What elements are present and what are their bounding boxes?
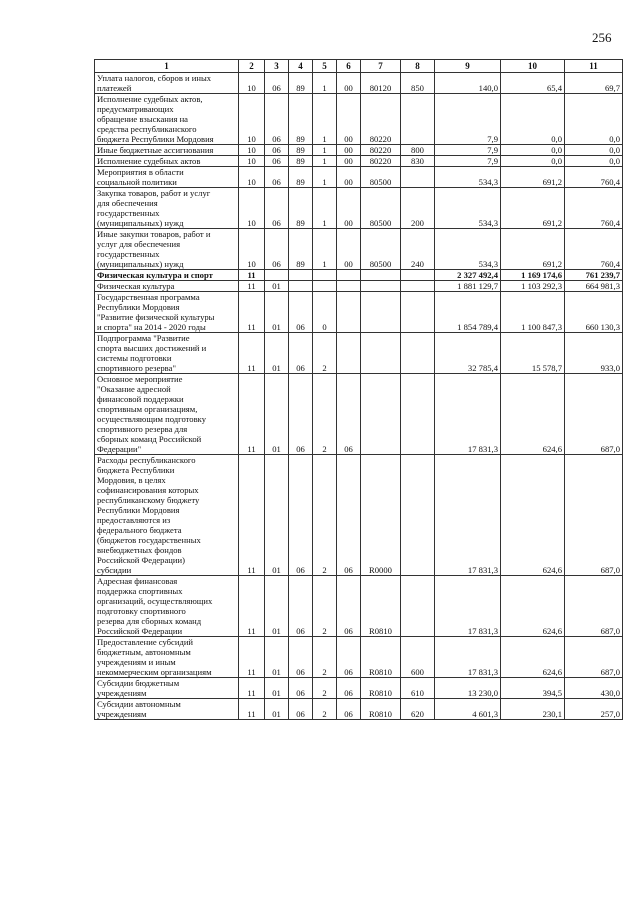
amount-col9: 17 831,3	[435, 576, 501, 637]
code-section: 11	[239, 699, 265, 720]
row-name: Мероприятия в области социальной политики	[95, 167, 239, 188]
table-row	[95, 229, 623, 270]
code-section: 11	[239, 281, 265, 292]
code-direction: 80500	[361, 229, 401, 270]
amount-col10: 624,6	[501, 455, 565, 576]
code-subprogram: 1	[313, 229, 337, 270]
code-subprogram: 2	[313, 576, 337, 637]
column-header: 3	[265, 60, 289, 73]
amount-col9: 17 831,3	[435, 637, 501, 678]
code-expense-type: 240	[401, 229, 435, 270]
amount-col11: 257,0	[565, 699, 623, 720]
code-expense-type: 610	[401, 678, 435, 699]
code-direction	[361, 374, 401, 455]
code-measure: 06	[337, 678, 361, 699]
row-name: Основное мероприятие "Оказание адресной финансовой поддержки спортивным организациям, осуществляющим подготовку спортивного резерва для сборных команд Российской Федерации"	[95, 374, 239, 455]
code-measure: 00	[337, 73, 361, 94]
row-name: Государственная программа Республики Мордовия "Развитие физической культуры и спорта" на 2014 - 2020 годы	[95, 292, 239, 333]
table-row	[95, 281, 623, 292]
code-expense-type: 600	[401, 637, 435, 678]
column-header: 4	[289, 60, 313, 73]
code-measure: 00	[337, 145, 361, 156]
amount-col11: 0,0	[565, 145, 623, 156]
code-measure: 00	[337, 229, 361, 270]
amount-col10: 691,2	[501, 188, 565, 229]
amount-col10: 65,4	[501, 73, 565, 94]
amount-col11: 0,0	[565, 156, 623, 167]
row-name: Адресная финансовая поддержка спортивных организаций, осуществляющих подготовку спортивного резерва для сборных команд Российской Федерации	[95, 576, 239, 637]
code-section: 11	[239, 292, 265, 333]
amount-col11: 430,0	[565, 678, 623, 699]
code-measure: 06	[337, 637, 361, 678]
row-name: Субсидии автономным учреждениям	[95, 699, 239, 720]
code-program: 06	[289, 576, 313, 637]
amount-col11: 687,0	[565, 576, 623, 637]
row-name: Физическая культура и спорт	[95, 270, 239, 281]
code-section: 10	[239, 156, 265, 167]
amount-col10: 1 169 174,6	[501, 270, 565, 281]
amount-col10: 0,0	[501, 156, 565, 167]
amount-col11: 760,4	[565, 188, 623, 229]
table-row	[95, 455, 623, 576]
table-row	[95, 270, 623, 281]
code-expense-type: 850	[401, 73, 435, 94]
code-subsection: 06	[265, 156, 289, 167]
row-name: Уплата налогов, сборов и иных платежей	[95, 73, 239, 94]
amount-col11: 760,4	[565, 167, 623, 188]
amount-col9: 1 881 129,7	[435, 281, 501, 292]
code-direction: R0810	[361, 699, 401, 720]
code-measure: 00	[337, 188, 361, 229]
amount-col11: 660 130,3	[565, 292, 623, 333]
code-subsection: 06	[265, 73, 289, 94]
code-measure: 06	[337, 455, 361, 576]
amount-col9: 7,9	[435, 156, 501, 167]
code-subsection: 06	[265, 167, 289, 188]
code-subsection: 01	[265, 455, 289, 576]
code-expense-type	[401, 292, 435, 333]
code-program	[289, 281, 313, 292]
code-measure: 00	[337, 156, 361, 167]
amount-col11: 761 239,7	[565, 270, 623, 281]
code-subprogram: 2	[313, 637, 337, 678]
amount-col11: 69,7	[565, 73, 623, 94]
table-row	[95, 699, 623, 720]
code-program: 89	[289, 167, 313, 188]
amount-col9: 534,3	[435, 229, 501, 270]
code-measure	[337, 270, 361, 281]
code-subsection: 01	[265, 281, 289, 292]
code-direction: R0810	[361, 678, 401, 699]
code-subprogram: 0	[313, 292, 337, 333]
code-section: 10	[239, 94, 265, 145]
code-direction: R0810	[361, 576, 401, 637]
code-measure: 06	[337, 576, 361, 637]
column-header: 9	[435, 60, 501, 73]
code-expense-type: 620	[401, 699, 435, 720]
code-subprogram: 2	[313, 699, 337, 720]
code-subprogram: 2	[313, 455, 337, 576]
table-row	[95, 576, 623, 637]
table-header-row	[95, 60, 623, 73]
code-subsection: 01	[265, 699, 289, 720]
code-direction: 80500	[361, 188, 401, 229]
code-measure	[337, 333, 361, 374]
code-program: 06	[289, 455, 313, 576]
code-section: 11	[239, 374, 265, 455]
code-expense-type	[401, 576, 435, 637]
amount-col11: 0,0	[565, 94, 623, 145]
amount-col9: 32 785,4	[435, 333, 501, 374]
code-section: 11	[239, 637, 265, 678]
code-expense-type	[401, 167, 435, 188]
column-header: 6	[337, 60, 361, 73]
amount-col9: 140,0	[435, 73, 501, 94]
code-expense-type	[401, 333, 435, 374]
code-direction: 80220	[361, 94, 401, 145]
code-subsection: 06	[265, 229, 289, 270]
row-name: Закупка товаров, работ и услуг для обеспечения государственных (муниципальных) нужд	[95, 188, 239, 229]
amount-col11: 687,0	[565, 637, 623, 678]
table-row	[95, 637, 623, 678]
row-name: Иные закупки товаров, работ и услуг для обеспечения государственных (муниципальных) нужд	[95, 229, 239, 270]
code-measure: 06	[337, 699, 361, 720]
column-header: 11	[565, 60, 623, 73]
code-subsection: 01	[265, 678, 289, 699]
code-program: 06	[289, 678, 313, 699]
row-name: Подпрограмма "Развитие спорта высших достижений и системы подготовки спортивного резерва"	[95, 333, 239, 374]
code-program: 89	[289, 94, 313, 145]
table-body	[95, 73, 623, 720]
code-program: 06	[289, 637, 313, 678]
column-header: 8	[401, 60, 435, 73]
code-measure: 00	[337, 94, 361, 145]
code-expense-type: 830	[401, 156, 435, 167]
table-row	[95, 333, 623, 374]
code-subprogram: 1	[313, 156, 337, 167]
amount-col11: 760,4	[565, 229, 623, 270]
amount-col9: 4 601,3	[435, 699, 501, 720]
table-row	[95, 678, 623, 699]
amount-col9: 17 831,3	[435, 455, 501, 576]
code-section: 10	[239, 73, 265, 94]
code-section: 11	[239, 455, 265, 576]
code-program: 89	[289, 188, 313, 229]
code-expense-type	[401, 270, 435, 281]
column-header: 10	[501, 60, 565, 73]
table-row	[95, 94, 623, 145]
amount-col11: 933,0	[565, 333, 623, 374]
code-subsection	[265, 270, 289, 281]
amount-col9: 534,3	[435, 188, 501, 229]
code-expense-type	[401, 94, 435, 145]
table-row	[95, 145, 623, 156]
code-expense-type: 800	[401, 145, 435, 156]
code-expense-type	[401, 374, 435, 455]
code-section: 10	[239, 229, 265, 270]
code-subprogram: 2	[313, 678, 337, 699]
code-direction: R0810	[361, 637, 401, 678]
code-measure: 00	[337, 167, 361, 188]
table-row	[95, 156, 623, 167]
code-subprogram: 1	[313, 94, 337, 145]
amount-col9: 534,3	[435, 167, 501, 188]
code-subsection: 01	[265, 637, 289, 678]
code-program: 06	[289, 292, 313, 333]
amount-col10: 230,1	[501, 699, 565, 720]
amount-col10: 624,6	[501, 374, 565, 455]
code-program: 89	[289, 73, 313, 94]
code-program: 89	[289, 145, 313, 156]
column-header: 7	[361, 60, 401, 73]
code-direction: 80220	[361, 156, 401, 167]
code-program: 89	[289, 229, 313, 270]
code-subsection: 01	[265, 333, 289, 374]
code-subsection: 01	[265, 374, 289, 455]
row-name: Расходы республиканского бюджета Республики Мордовия, в целях софинансирования которых республиканскому бюджету Республики Мордовия предоставляются из федерального бюджета (бюджетов государственных внебюджетных фондов Российской Федерации) субсидии	[95, 455, 239, 576]
code-direction: 80500	[361, 167, 401, 188]
amount-col9: 2 327 492,4	[435, 270, 501, 281]
code-subprogram: 1	[313, 73, 337, 94]
amount-col10: 394,5	[501, 678, 565, 699]
column-header: 2	[239, 60, 265, 73]
table-row	[95, 374, 623, 455]
row-name: Предоставление субсидий бюджетным, автономным учреждениям и иным некоммерческим организациям	[95, 637, 239, 678]
table-row	[95, 73, 623, 94]
amount-col11: 664 981,3	[565, 281, 623, 292]
code-program	[289, 270, 313, 281]
code-direction: 80220	[361, 145, 401, 156]
code-section: 10	[239, 145, 265, 156]
code-section: 10	[239, 188, 265, 229]
code-direction	[361, 333, 401, 374]
code-program: 06	[289, 333, 313, 374]
code-subsection: 06	[265, 94, 289, 145]
code-measure	[337, 292, 361, 333]
code-subprogram: 1	[313, 188, 337, 229]
code-direction: R0000	[361, 455, 401, 576]
code-direction	[361, 292, 401, 333]
table-row	[95, 188, 623, 229]
code-section: 11	[239, 678, 265, 699]
amount-col10: 1 103 292,3	[501, 281, 565, 292]
amount-col10: 0,0	[501, 94, 565, 145]
code-subprogram: 2	[313, 333, 337, 374]
amount-col9: 7,9	[435, 94, 501, 145]
budget-table	[94, 59, 623, 720]
code-expense-type	[401, 455, 435, 576]
code-section: 11	[239, 333, 265, 374]
amount-col10: 691,2	[501, 229, 565, 270]
row-name: Иные бюджетные ассигнования	[95, 145, 239, 156]
amount-col9: 7,9	[435, 145, 501, 156]
code-subprogram: 1	[313, 167, 337, 188]
code-subsection: 01	[265, 292, 289, 333]
amount-col9: 13 230,0	[435, 678, 501, 699]
code-subsection: 06	[265, 188, 289, 229]
amount-col10: 691,2	[501, 167, 565, 188]
amount-col10: 15 578,7	[501, 333, 565, 374]
code-expense-type	[401, 281, 435, 292]
amount-col9: 1 854 789,4	[435, 292, 501, 333]
row-name: Физическая культура	[95, 281, 239, 292]
code-subprogram: 2	[313, 374, 337, 455]
code-subprogram	[313, 281, 337, 292]
amount-col11: 687,0	[565, 374, 623, 455]
code-expense-type: 200	[401, 188, 435, 229]
amount-col9: 17 831,3	[435, 374, 501, 455]
code-program: 06	[289, 699, 313, 720]
code-program: 06	[289, 374, 313, 455]
amount-col10: 1 100 847,3	[501, 292, 565, 333]
code-direction	[361, 270, 401, 281]
code-subsection: 06	[265, 145, 289, 156]
column-header: 1	[95, 60, 239, 73]
code-measure: 06	[337, 374, 361, 455]
column-header: 5	[313, 60, 337, 73]
row-name: Субсидии бюджетным учреждениям	[95, 678, 239, 699]
code-program: 89	[289, 156, 313, 167]
row-name: Исполнение судебных актов	[95, 156, 239, 167]
code-section: 11	[239, 270, 265, 281]
code-direction: 80120	[361, 73, 401, 94]
page-number: 256	[592, 30, 612, 45]
amount-col10: 0,0	[501, 145, 565, 156]
table-row	[95, 292, 623, 333]
code-subsection: 01	[265, 576, 289, 637]
amount-col10: 624,6	[501, 576, 565, 637]
code-section: 10	[239, 167, 265, 188]
table-row	[95, 167, 623, 188]
code-measure	[337, 281, 361, 292]
amount-col11: 687,0	[565, 455, 623, 576]
code-section: 11	[239, 576, 265, 637]
code-subprogram: 1	[313, 145, 337, 156]
amount-col10: 624,6	[501, 637, 565, 678]
row-name: Исполнение судебных актов, предусматривающих обращение взыскания на средства республиканского бюджета Республики Мордовия	[95, 94, 239, 145]
code-direction	[361, 281, 401, 292]
code-subprogram	[313, 270, 337, 281]
